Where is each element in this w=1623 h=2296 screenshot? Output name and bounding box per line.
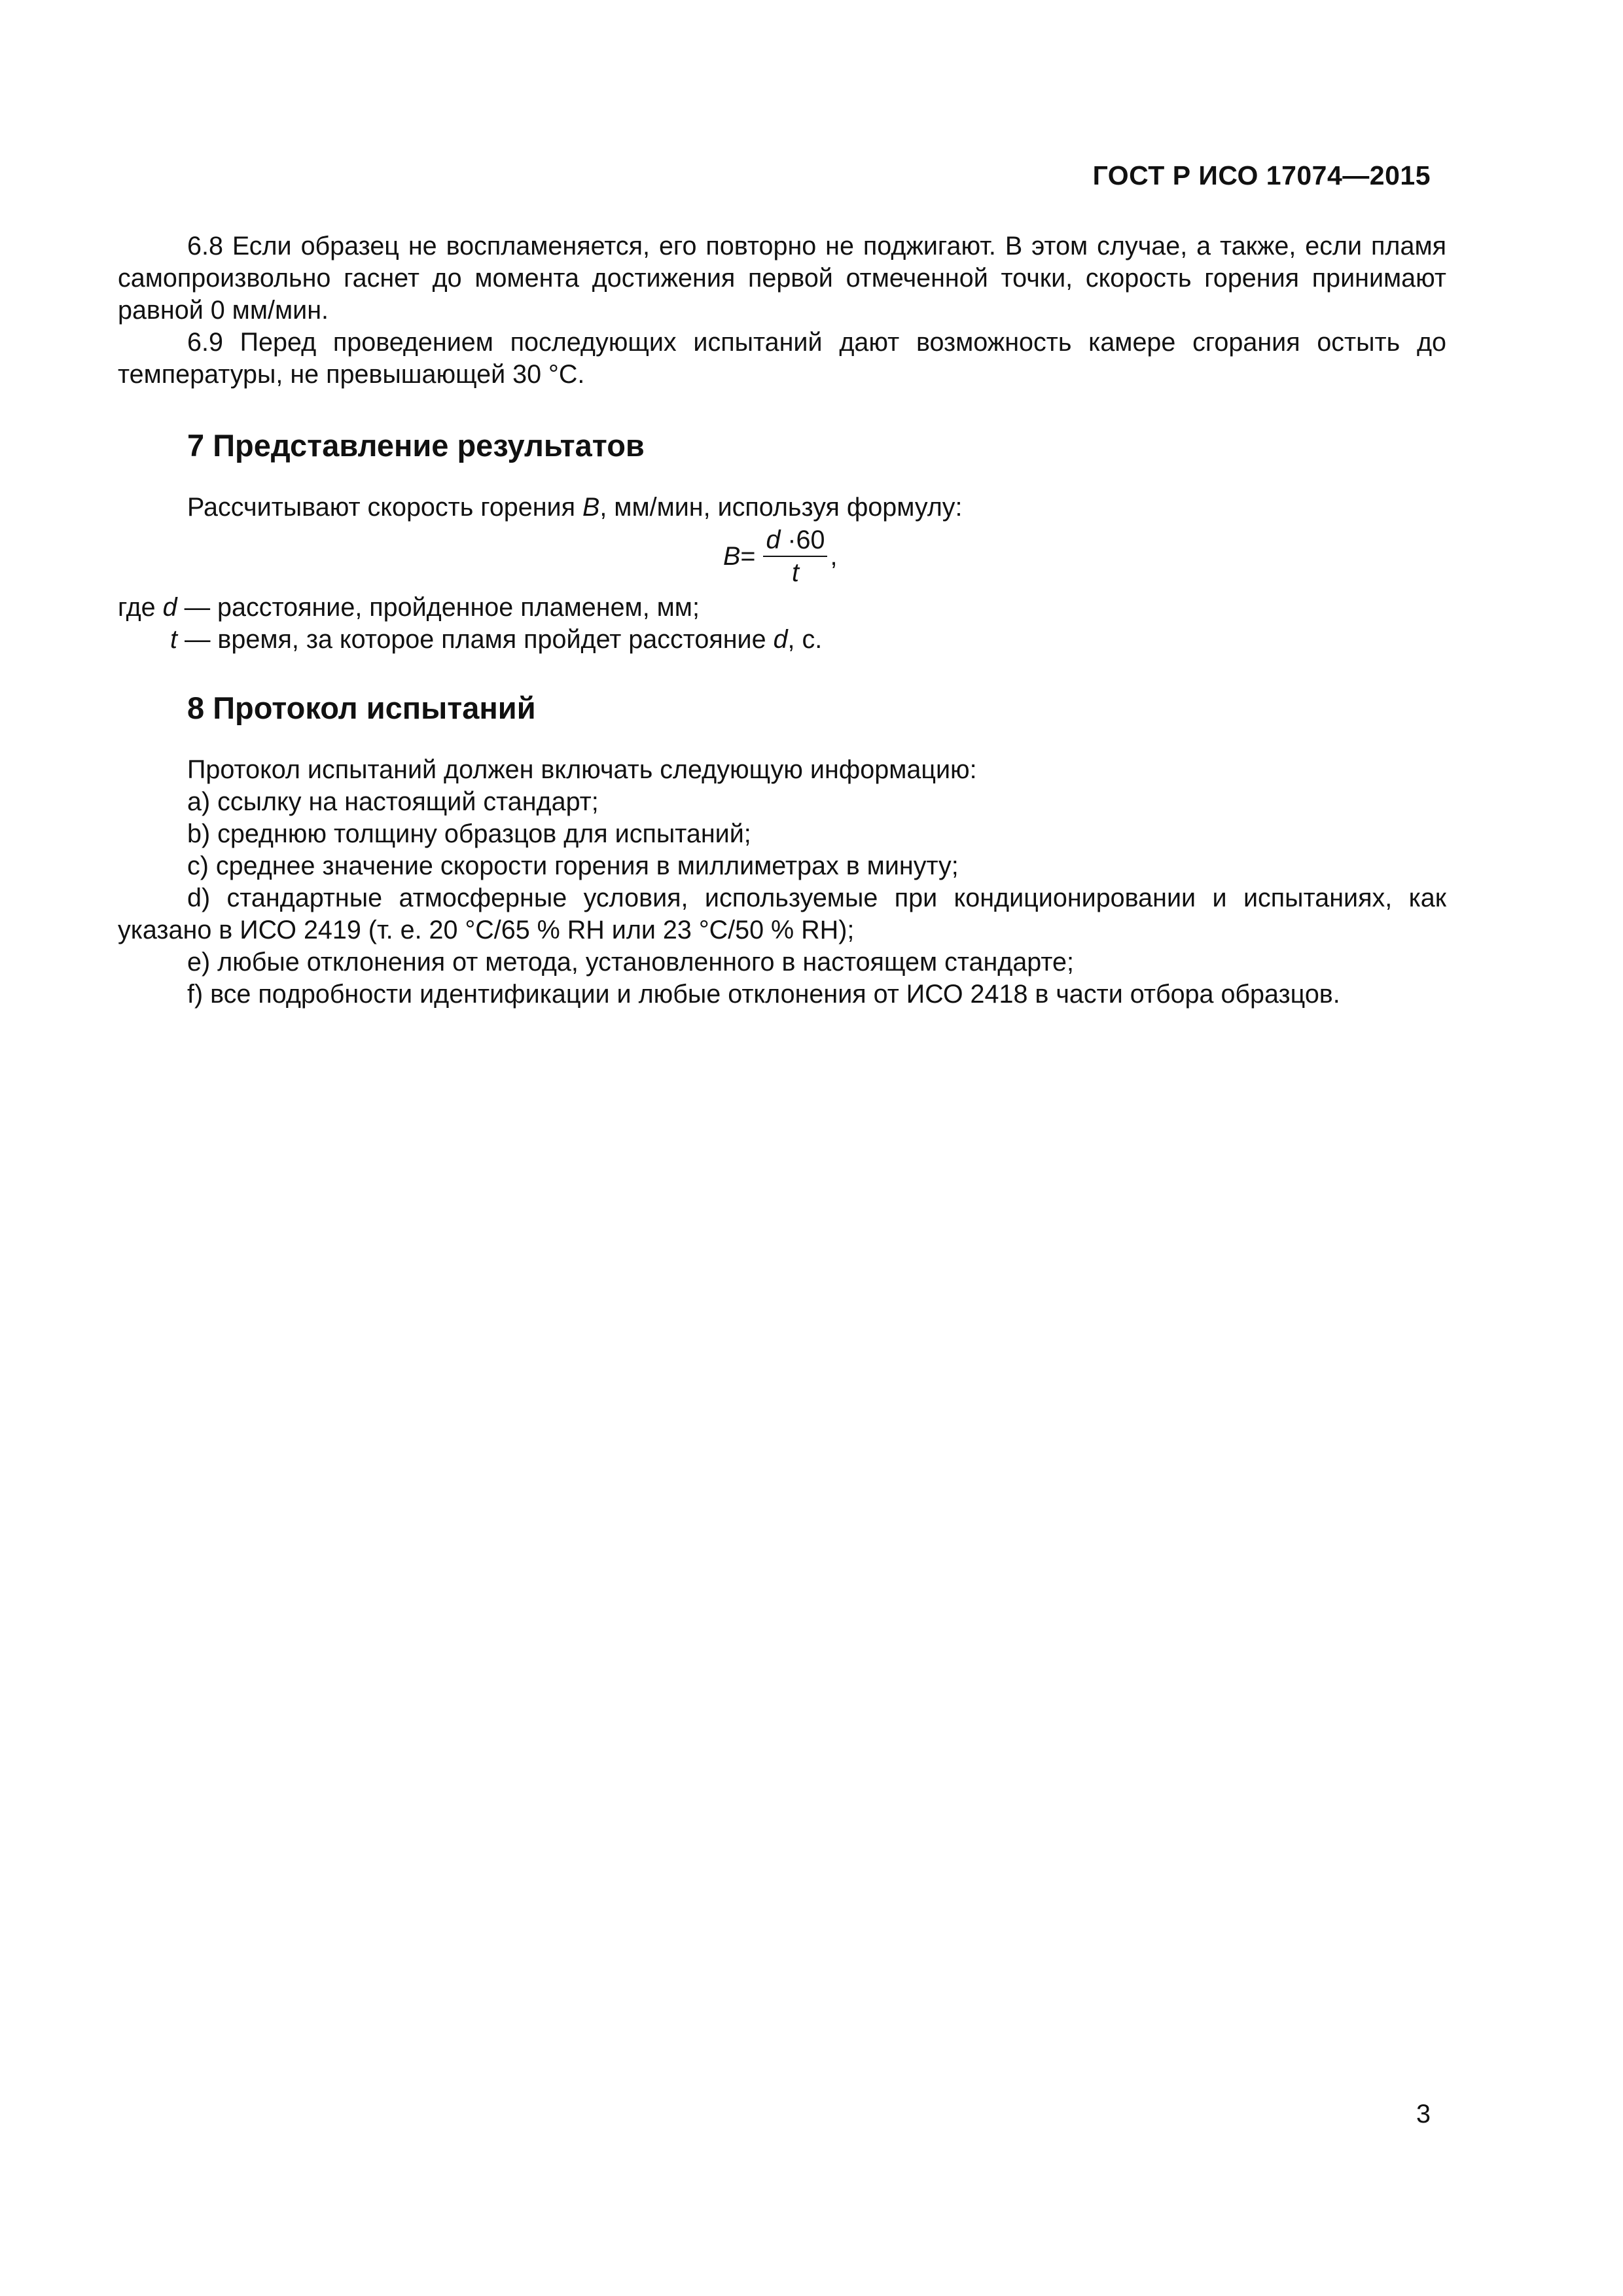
- paragraph-6-9: 6.9 Перед проведением последующих испытаний дают возможность камере сгорания остыть до температуры, не превышающей 30 °С.: [118, 328, 1446, 389]
- where-prefix: где: [118, 593, 163, 622]
- list-item: d) стандартные атмосферные условия, используемые при кондиционировании и испытаниях, как указано в ИСО 2419 (т. е. 20 °С/65 % RH или 23 °С/50 % RH);: [118, 884, 1446, 944]
- where-d: [118, 592, 1446, 624]
- formula-num-rest: ·60: [780, 526, 825, 554]
- formula-numerator: [763, 526, 827, 557]
- where-t: [118, 624, 1446, 656]
- where-t-var2: d: [773, 625, 788, 654]
- formula-equals: =: [740, 541, 756, 571]
- section-8-heading: 8 Протокол испытаний: [187, 691, 536, 725]
- where-t-var: t: [170, 625, 177, 654]
- where-d-text: — расстояние, пройденное пламенем, мм;: [177, 593, 700, 622]
- document-body: [118, 230, 1446, 1011]
- document-header: ГОСТ Р ИСО 17074—2015: [1092, 160, 1431, 190]
- section-7-intro: [118, 492, 1446, 524]
- where-t-text-b: , с.: [787, 625, 823, 654]
- formula-lhs: B: [723, 541, 741, 571]
- formula-tail: ,: [830, 541, 838, 571]
- intro-text-a: Рассчитывают скорость горения: [187, 493, 582, 522]
- intro-variable: B: [582, 493, 600, 522]
- formula-num-var: d: [766, 526, 781, 554]
- intro-text-b: , мм/мин, используя формулу:: [599, 493, 963, 522]
- protocol-list: [118, 754, 1446, 1011]
- list-item: b) среднюю толщину образцов для испытаний;: [187, 819, 751, 848]
- paragraph-6-8: 6.8 Если образец не воспламеняется, его повторно не поджигают. В этом случае, а также, если пламя самопроизвольно гаснет до момента достижения первой отмеченной точки, скорость горения принимают равной 0 мм/мин.: [118, 232, 1446, 325]
- page-number: 3: [1416, 2100, 1431, 2128]
- list-item: e) любые отклонения от метода, установленного в настоящем стандарте;: [187, 948, 1074, 977]
- formula-fraction: [763, 526, 827, 587]
- where-d-var: d: [162, 593, 177, 622]
- formula-denominator: t: [791, 558, 799, 587]
- section-7-heading: 7 Представление результатов: [187, 428, 645, 463]
- burning-rate-formula: [118, 525, 1446, 588]
- protocol-intro: Протокол испытаний должен включать следующую информацию:: [187, 755, 977, 784]
- where-t-text-a: — время, за которое пламя пройдет расстояние: [177, 625, 774, 654]
- list-item: c) среднее значение скорости горения в миллиметрах в минуту;: [187, 852, 959, 880]
- list-item: a) ссылку на настоящий стандарт;: [187, 787, 599, 816]
- list-item: f) все подробности идентификации и любые отклонения от ИСО 2418 в части отбора образцов.: [187, 980, 1340, 1009]
